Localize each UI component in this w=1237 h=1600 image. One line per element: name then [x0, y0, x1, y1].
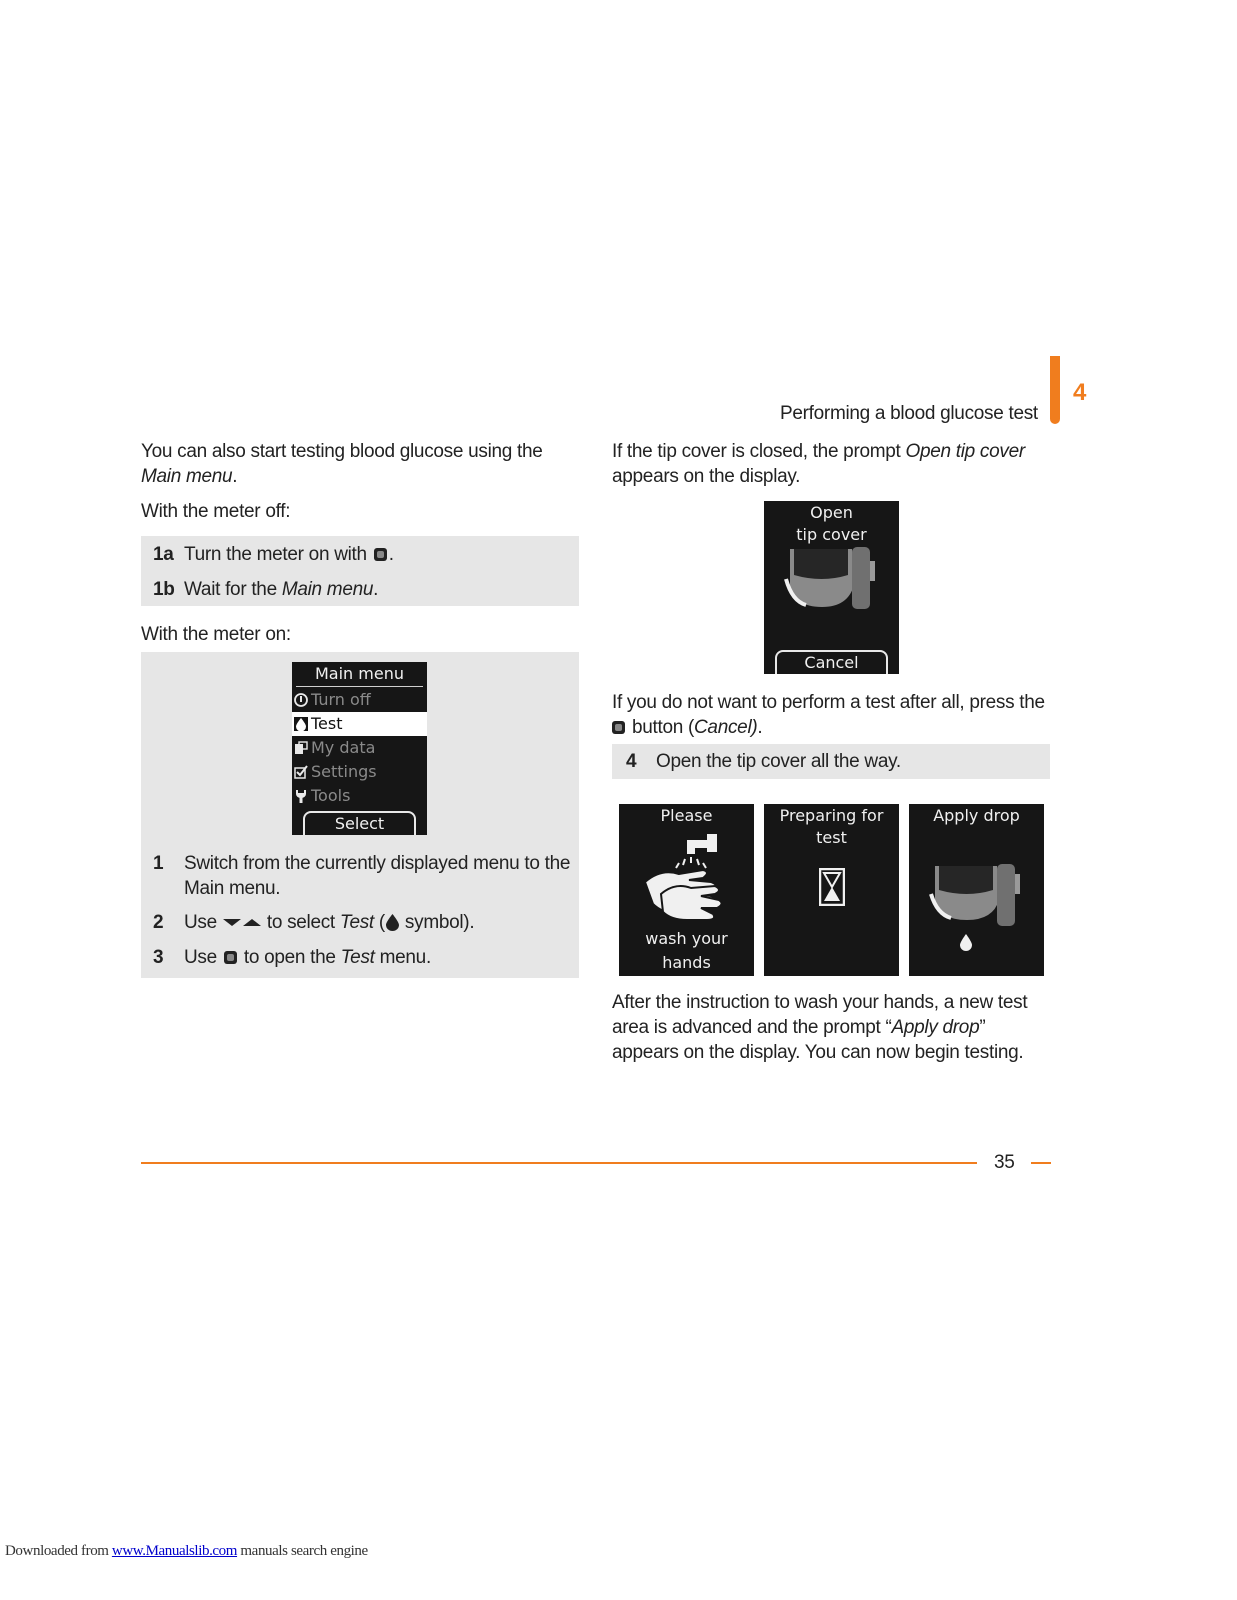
steps-meter-on-box — [141, 652, 579, 978]
wash-hands-screen — [619, 804, 754, 976]
menu-item-test — [292, 712, 427, 736]
preparing-test-screen — [764, 804, 899, 976]
power-icon — [294, 693, 308, 707]
menu-item-turn-off — [292, 688, 427, 712]
step-1b — [153, 577, 378, 602]
tip-cover-paragraph: If the tip cover is closed, the prompt Open tip cover appears on the display. — [612, 441, 1025, 487]
menu-item-tools — [292, 784, 427, 808]
step-text-end: . — [373, 579, 379, 600]
step-number: 4 — [626, 751, 637, 772]
meter-button-icon — [224, 951, 237, 964]
screen-line-1: Apply drop — [933, 806, 1020, 825]
menu-item-label: Turn off — [311, 690, 371, 709]
title-divider — [296, 686, 423, 687]
screen-line-1: Open — [810, 503, 853, 522]
apply-drop-screen — [909, 804, 1044, 976]
step-text-paren: ( — [373, 912, 385, 933]
wash-hands-icon — [641, 830, 731, 930]
manualslib-link[interactable]: www.Manualslib.com — [111, 1543, 238, 1559]
step-number: 1b — [153, 579, 175, 600]
meter-button-icon — [612, 721, 625, 734]
step-4-box — [612, 744, 1050, 779]
meter-on-label: With the meter on: — [141, 624, 291, 645]
footer-rule — [141, 1162, 977, 1164]
step-text-end: . — [388, 544, 394, 565]
step-text: Use — [184, 947, 222, 968]
data-icon — [294, 741, 308, 755]
step-text-end: menu. — [374, 947, 431, 968]
download-text-end: manuals search engine — [237, 1543, 368, 1559]
menu-item-label: Settings — [311, 762, 377, 781]
cancel-soft-button: Cancel — [775, 650, 888, 674]
footer-rule-short — [1031, 1162, 1051, 1164]
step-text-mid: to open the — [238, 947, 341, 968]
step-text-mid: to select — [261, 912, 340, 933]
screen-line-1: Preparing for — [779, 806, 884, 825]
hourglass-icon — [819, 868, 845, 906]
chapter-tab-bar — [1050, 356, 1060, 424]
menu-item-settings — [292, 760, 427, 784]
download-footer — [5, 1543, 368, 1560]
step-1a — [153, 542, 394, 567]
step-number: 3 — [153, 947, 164, 968]
step-text: Wait for the — [184, 579, 282, 600]
screen-line-2: test — [816, 828, 847, 847]
page-number: 35 — [994, 1152, 1015, 1173]
wrench-icon — [294, 789, 308, 803]
menu-item-label: Tools — [311, 786, 351, 805]
menu-item-label: Test — [311, 714, 343, 733]
step-text-italic: Main menu — [281, 579, 374, 600]
step-number: 1a — [153, 544, 174, 565]
cancel-paragraph: If you do not want to perform a test after all, press the button (Cancel). — [612, 692, 1045, 738]
step-2 — [153, 910, 573, 935]
main-menu-title: Main menu — [315, 664, 404, 683]
step-text: Use — [184, 912, 222, 933]
arrow-down-up-icon — [222, 915, 262, 929]
steps-meter-off-box — [141, 536, 579, 606]
step-text: Open the tip cover all the way. — [656, 751, 901, 772]
section-title: Performing a blood glucose test — [780, 403, 1038, 424]
step-number: 2 — [153, 912, 164, 933]
checkbox-icon — [294, 765, 308, 779]
menu-item-label: My data — [311, 738, 376, 757]
menu-item-my-data — [292, 736, 427, 760]
meter-button-icon — [374, 548, 387, 561]
step-1 — [153, 851, 573, 901]
blood-drop-icon — [385, 913, 400, 931]
step-text: Turn the meter on with — [184, 544, 372, 565]
screen-line-2: tip cover — [796, 525, 867, 544]
chapter-number: 4 — [1073, 379, 1087, 406]
open-tip-cover-screen — [764, 501, 899, 674]
meter-tip-illustration-icon — [782, 545, 882, 611]
step-3 — [153, 945, 573, 970]
intro-paragraph: You can also start testing blood glucose using the Main menu. — [141, 441, 543, 487]
main-menu-screen — [292, 662, 427, 835]
screen-line-3: hands — [662, 953, 711, 972]
step-4 — [626, 749, 901, 774]
step-text-italic: Test — [340, 947, 375, 968]
screen-line-2: wash your — [645, 929, 728, 948]
step-text-italic: Test — [339, 912, 374, 933]
meter-apply-drop-icon — [927, 862, 1027, 952]
step-number: 1 — [153, 853, 164, 874]
select-soft-button: Select — [303, 811, 416, 835]
meter-off-label: With the meter off: — [141, 501, 291, 522]
step-text: Switch from the currently displayed menu to the Main menu. — [184, 853, 571, 899]
blood-drop-icon — [294, 717, 308, 731]
download-text: Downloaded from — [5, 1543, 112, 1559]
after-paragraph: After the instruction to wash your hands, a new test area is advanced and the prompt “Apply drop” appears on the display. You can now begin testing. — [612, 992, 1028, 1063]
screen-line-1: Please — [660, 806, 713, 825]
step-text-end: symbol). — [399, 912, 475, 933]
